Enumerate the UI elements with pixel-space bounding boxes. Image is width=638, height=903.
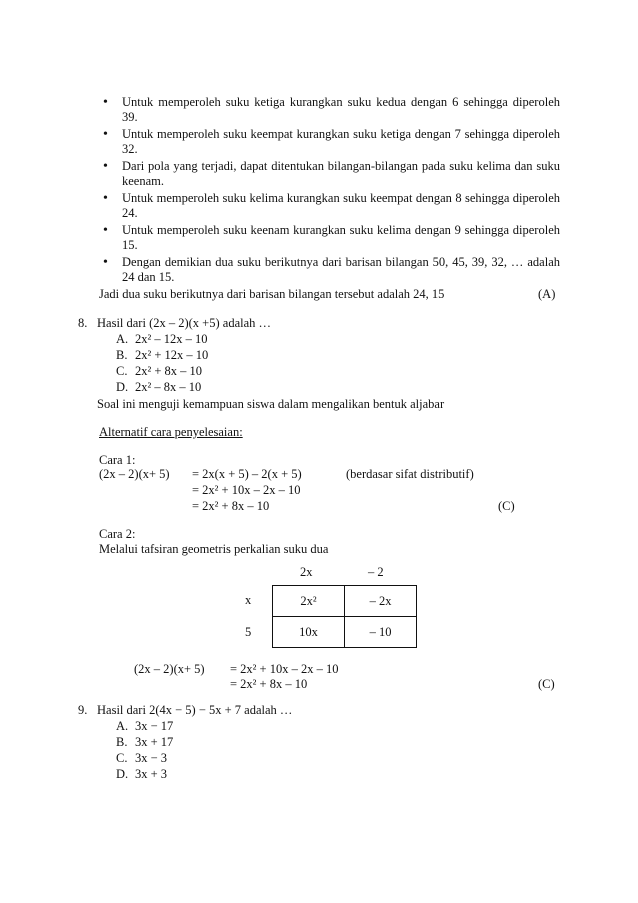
- q8-stem: Hasil dari (2x – 2)(x +5) adalah …: [97, 316, 272, 330]
- option-letter: D.: [116, 380, 129, 394]
- option-text: 3x + 3: [135, 767, 168, 781]
- q9-option-b: [116, 735, 173, 750]
- col-header: – 2: [368, 565, 384, 579]
- cara2-lhs: (2x – 2)(x+ 5): [134, 662, 205, 676]
- table-row: [273, 617, 417, 648]
- q9-stem: Hasil dari 2(4x − 5) − 5x + 7 adalah …: [97, 703, 293, 717]
- col-header: 2x: [300, 565, 313, 579]
- cara1-label: Cara 1:: [99, 453, 136, 467]
- option-letter: A.: [116, 719, 129, 733]
- cara1-answer: (C): [498, 499, 515, 513]
- option-text: 2x² + 12x – 10: [135, 348, 209, 362]
- cara2-line: = 2x² + 10x – 2x – 10: [230, 662, 339, 676]
- option-text: 3x − 3: [135, 751, 168, 765]
- bullet-item: • Untuk memperoleh suku keempat kurangkan suku ketiga dengan 7 sehingga diperoleh 32.: [100, 127, 560, 157]
- bullet-item: • Dengan demikian dua suku berikutnya dari barisan bilangan 50, 45, 39, 32, … adalah 24 dan 15.: [100, 255, 560, 285]
- cara1-lhs: (2x – 2)(x+ 5): [99, 467, 170, 481]
- q9-number: 9.: [78, 703, 88, 717]
- q9-option-c: [116, 751, 167, 766]
- option-text: 3x + 17: [135, 735, 174, 749]
- option-letter: C.: [116, 364, 128, 378]
- q8-option-a: [116, 332, 208, 347]
- cara2-desc: Melalui tafsiran geometris perkalian suku dua: [99, 542, 329, 556]
- bullet-list: [100, 95, 560, 287]
- q7-answer: (A): [538, 287, 556, 301]
- option-letter: B.: [116, 735, 128, 749]
- option-text: 3x − 17: [135, 719, 174, 733]
- option-letter: B.: [116, 348, 128, 362]
- cara2-line: = 2x² + 8x – 10: [230, 677, 308, 691]
- q7-conclusion: Jadi dua suku berikutnya dari barisan bilangan tersebut adalah 24, 15: [99, 287, 445, 301]
- bullet-item: • Dari pola yang terjadi, dapat ditentukan bilangan-bilangan pada suku kelima dan suku keenam.: [100, 159, 560, 189]
- bullet-item: • Untuk memperoleh suku kelima kurangkan suku keempat dengan 8 sehingga diperoleh 24.: [100, 191, 560, 221]
- multiplication-grid: [272, 585, 417, 648]
- option-letter: A.: [116, 332, 129, 346]
- cara1-line: = 2x(x + 5) – 2(x + 5): [192, 467, 302, 481]
- q8-option-b: [116, 348, 208, 363]
- grid-cell: – 10: [345, 617, 417, 648]
- grid-cell: 10x: [273, 617, 345, 648]
- bullet-item: • Untuk memperoleh suku ketiga kurangkan suku kedua dengan 6 sehingga diperoleh 39.: [100, 95, 560, 125]
- option-letter: C.: [116, 751, 128, 765]
- cara2-label: Cara 2:: [99, 527, 136, 541]
- q9-option-d: [116, 767, 167, 782]
- cara1-reason: (berdasar sifat distributif): [346, 467, 474, 481]
- row-header: 5: [245, 625, 252, 639]
- q8-option-d: [116, 380, 201, 395]
- cara1-line: = 2x² + 8x – 10: [192, 499, 270, 513]
- option-text: 2x² – 8x – 10: [135, 380, 202, 394]
- bullet-item: • Untuk memperoleh suku keenam kurangkan suku kelima dengan 9 sehingga diperoleh 15.: [100, 223, 560, 253]
- alt-heading: Alternatif cara penyelesaian:: [99, 425, 243, 439]
- cara2-answer: (C): [538, 677, 555, 691]
- q8-number: 8.: [78, 316, 88, 330]
- q8-note: Soal ini menguji kemampuan siswa dalam mengalikan bentuk aljabar: [97, 397, 445, 411]
- q9-option-a: [116, 719, 173, 734]
- q8-option-c: [116, 364, 202, 379]
- option-letter: D.: [116, 767, 129, 781]
- cara1-line: = 2x² + 10x – 2x – 10: [192, 483, 301, 497]
- option-text: 2x² – 12x – 10: [135, 332, 208, 346]
- grid-cell: 2x²: [273, 586, 345, 617]
- grid-cell: – 2x: [345, 586, 417, 617]
- table-row: [273, 586, 417, 617]
- option-text: 2x² + 8x – 10: [135, 364, 203, 378]
- row-header: x: [245, 593, 252, 607]
